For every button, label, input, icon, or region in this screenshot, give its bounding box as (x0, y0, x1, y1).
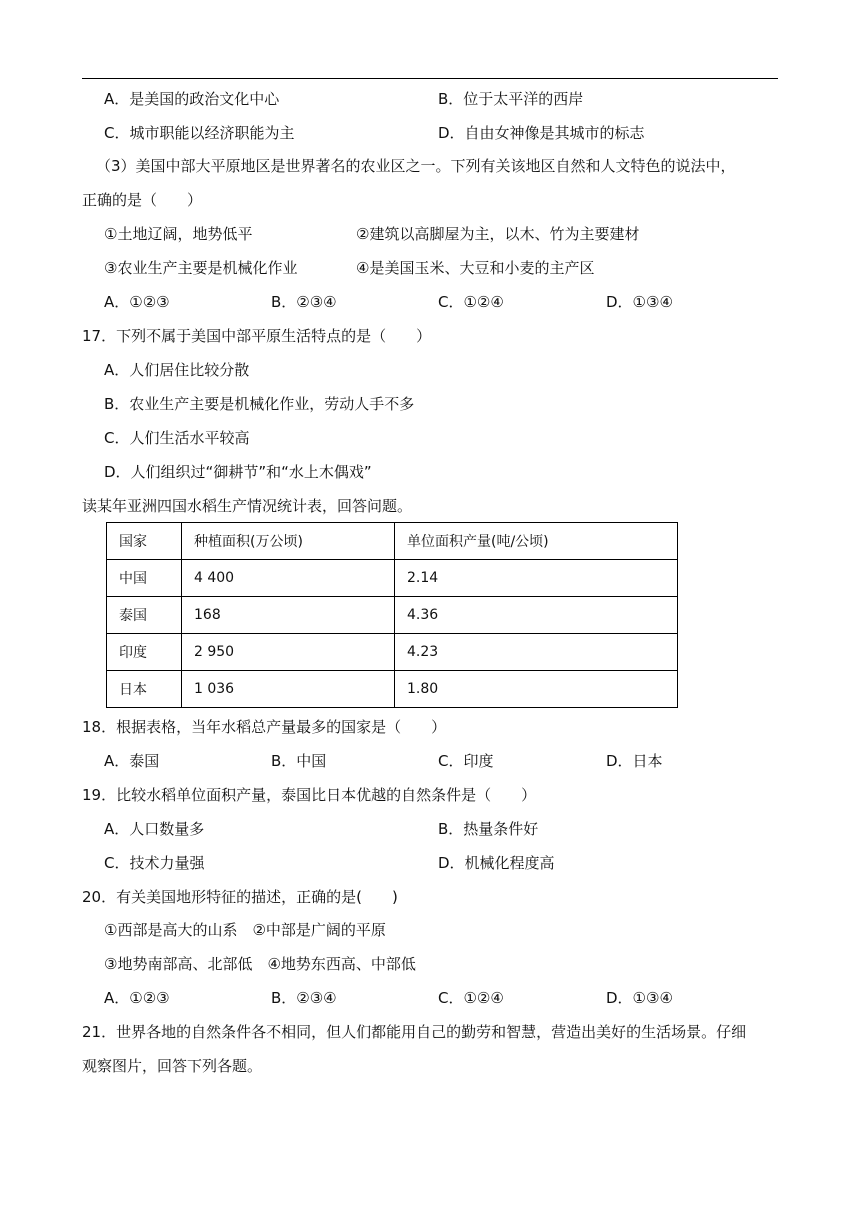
q17-option-d[interactable]: D．人们组织过“御耕节”和“水上木偶戏” (104, 463, 372, 481)
q20-option-a[interactable]: A．①②③ (104, 989, 170, 1007)
table-intro: 读某年亚洲四国水稻生产情况统计表，回答问题。 (82, 497, 413, 515)
q19-option-d[interactable]: D．机械化程度高 (438, 854, 555, 872)
q18-option-c[interactable]: C．印度 (438, 752, 494, 770)
table-header-cell: 种植面积(万公顷) (182, 523, 395, 560)
table-header-cell: 国家 (107, 523, 182, 560)
q16-sub3-stem-line2: 正确的是（ ） (82, 191, 203, 209)
q19-option-c[interactable]: C．技术力量强 (104, 854, 205, 872)
table-header-cell: 单位面积产量(吨/公顷) (395, 523, 678, 560)
q18-stem: 18．根据表格，当年水稻总产量最多的国家是（ ） (82, 718, 447, 736)
q21-stem-line1: 21．世界各地的自然条件各不相同，但人们都能用自己的勤劳和智慧，营造出美好的生活场景。仔细 (82, 1023, 747, 1041)
q20-option-b[interactable]: B．②③④ (271, 989, 337, 1007)
q19-option-a[interactable]: A．人口数量多 (104, 820, 205, 838)
q19-option-b[interactable]: B．热量条件好 (438, 820, 539, 838)
q16-option-b[interactable]: B．位于太平洋的西岸 (438, 90, 584, 108)
q16-option-c[interactable]: C．城市职能以经济职能为主 (104, 124, 295, 142)
table-header-row (107, 523, 678, 560)
table-cell: 印度 (107, 634, 182, 671)
q18-option-b[interactable]: B．中国 (271, 752, 327, 770)
q16-item-2: ②建筑以高脚屋为主，以木、竹为主要建材 (356, 225, 640, 243)
q20-items-line1: ①西部是高大的山系 ②中部是广阔的平原 (104, 921, 386, 939)
table-row (107, 671, 678, 708)
q16-sub3-option-c[interactable]: C．①②④ (438, 293, 504, 311)
table-cell: 168 (182, 597, 395, 634)
table-cell: 1.80 (395, 671, 678, 708)
table-cell: 4.36 (395, 597, 678, 634)
q18-option-a[interactable]: A．泰国 (104, 752, 160, 770)
table-cell: 泰国 (107, 597, 182, 634)
rice-production-table (106, 522, 678, 708)
header-rule (82, 78, 778, 79)
q16-sub3-option-b[interactable]: B．②③④ (271, 293, 337, 311)
table-cell: 4.23 (395, 634, 678, 671)
q16-sub3-option-d[interactable]: D．①③④ (606, 293, 673, 311)
q17-option-c[interactable]: C．人们生活水平较高 (104, 429, 250, 447)
q18-option-d[interactable]: D．日本 (606, 752, 663, 770)
table-cell: 1 036 (182, 671, 395, 708)
q16-item-3: ③农业生产主要是机械化作业 (104, 259, 298, 277)
table-cell: 日本 (107, 671, 182, 708)
table-row (107, 560, 678, 597)
q16-item-4: ④是美国玉米、大豆和小麦的主产区 (356, 259, 595, 277)
q21-stem-line2: 观察图片，回答下列各题。 (82, 1057, 263, 1075)
q17-option-b[interactable]: B．农业生产主要是机械化作业，劳动人手不多 (104, 395, 415, 413)
q17-option-a[interactable]: A．人们居住比较分散 (104, 361, 250, 379)
table-row (107, 634, 678, 671)
q16-sub3-option-a[interactable]: A．①②③ (104, 293, 170, 311)
q16-item-1: ①土地辽阔，地势低平 (104, 225, 253, 243)
q20-items-line2: ③地势南部高、北部低 ④地势东西高、中部低 (104, 955, 416, 973)
q20-option-c[interactable]: C．①②④ (438, 989, 504, 1007)
q16-sub3-stem-line1: （3）美国中部大平原地区是世界著名的农业区之一。下列有关该地区自然和人文特色的说法中， (96, 157, 736, 175)
q17-stem: 17．下列不属于美国中部平原生活特点的是（ ） (82, 327, 432, 345)
q19-stem: 19．比较水稻单位面积产量，泰国比日本优越的自然条件是（ ） (82, 786, 537, 804)
q16-option-d[interactable]: D．自由女神像是其城市的标志 (438, 124, 645, 142)
q20-stem: 20．有关美国地形特征的描述，正确的是( ) (82, 888, 398, 906)
table-cell: 中国 (107, 560, 182, 597)
q16-option-a[interactable]: A．是美国的政治文化中心 (104, 90, 280, 108)
table-cell: 2 950 (182, 634, 395, 671)
table-row (107, 597, 678, 634)
table-cell: 2.14 (395, 560, 678, 597)
table-cell: 4 400 (182, 560, 395, 597)
q20-option-d[interactable]: D．①③④ (606, 989, 673, 1007)
